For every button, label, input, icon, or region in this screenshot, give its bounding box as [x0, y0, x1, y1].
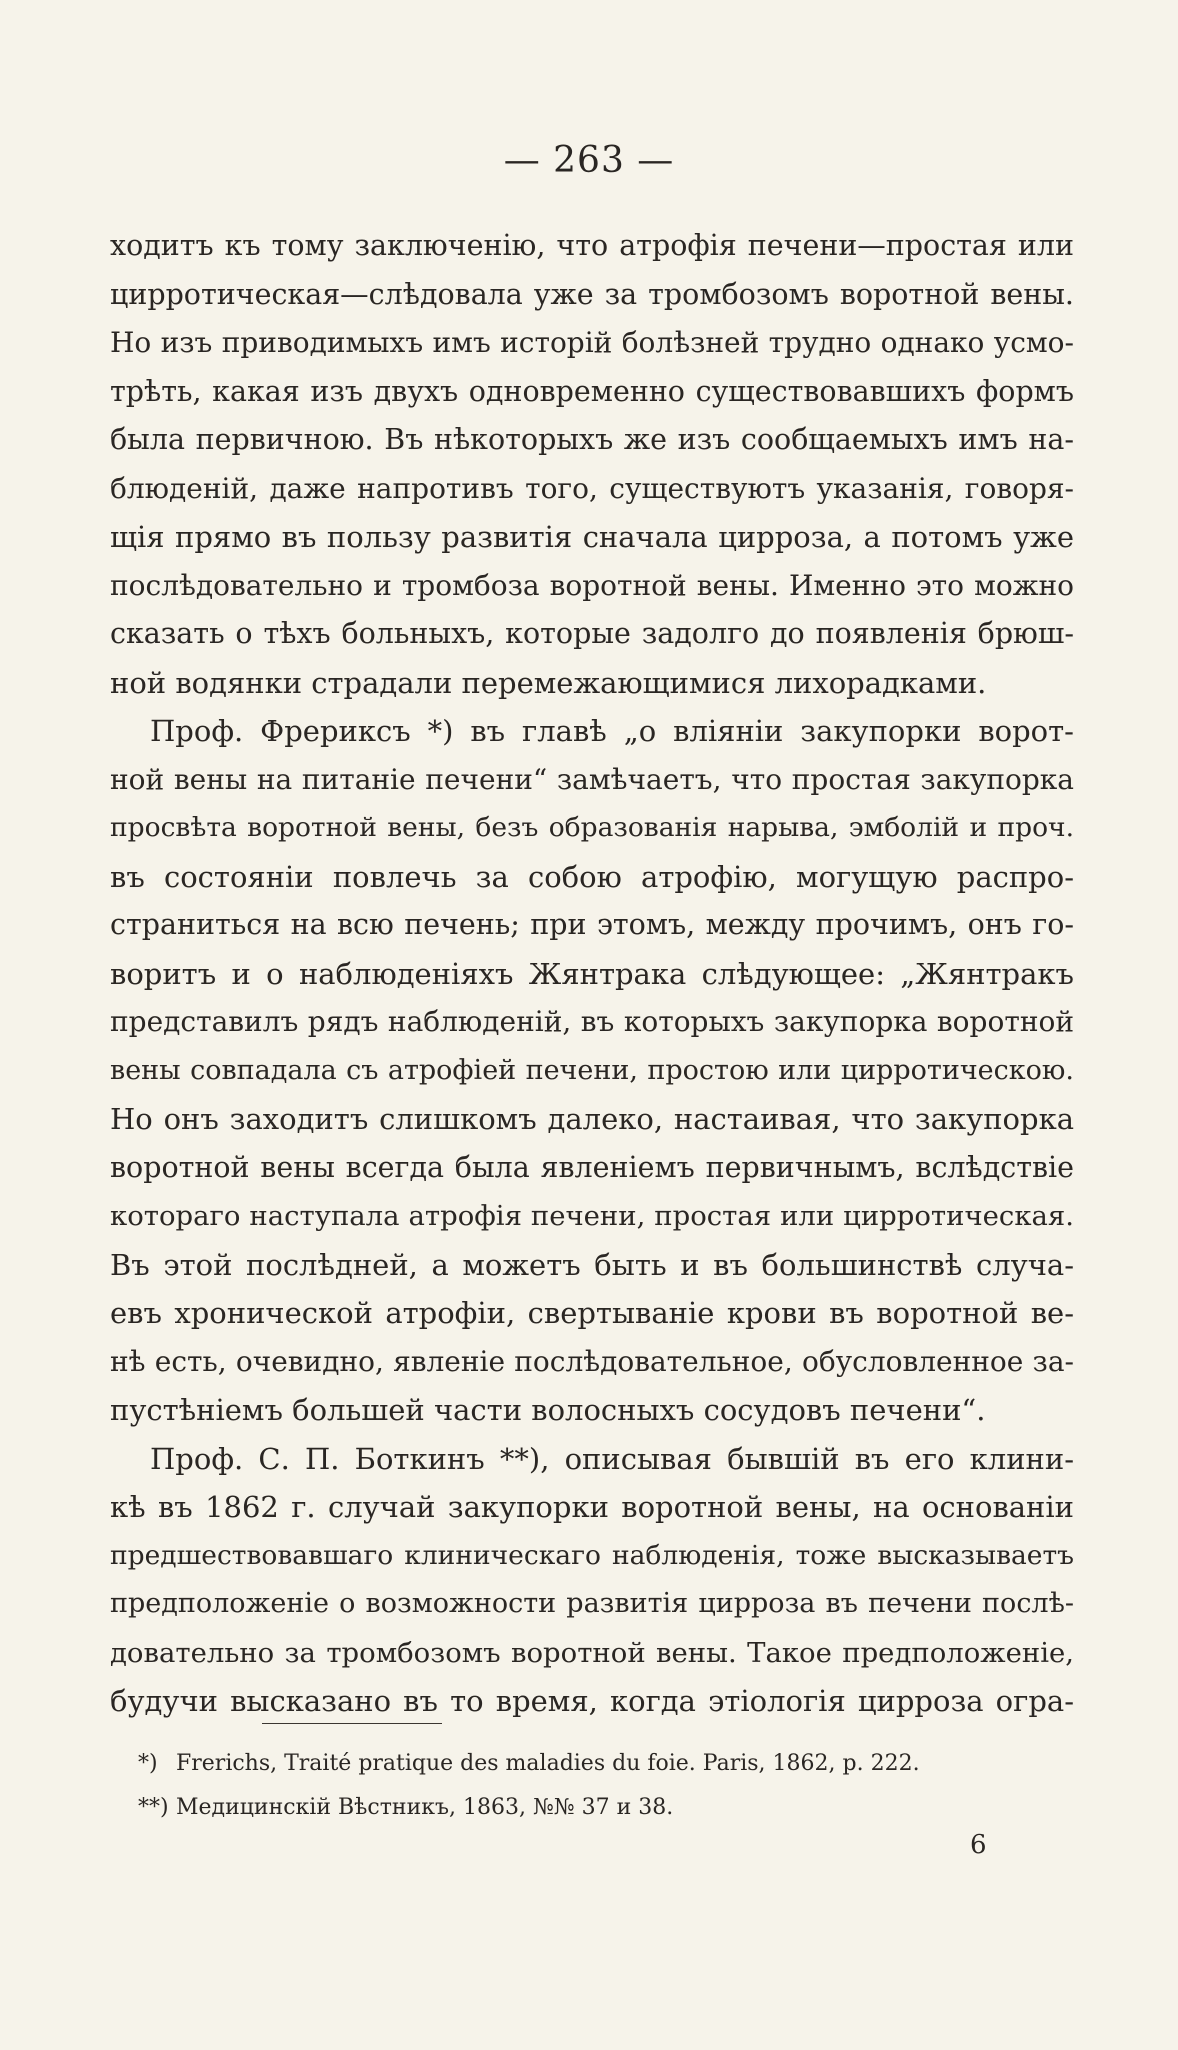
text-line: Проф. Фрериксъ *) въ главѣ „о вліяніи закупорки ворот- [150, 714, 1074, 748]
page-number: — 263 — [503, 140, 675, 181]
text-line: будучи высказано въ то время, когда этіологія цирроза огра- [110, 1684, 1074, 1718]
text-line: кѣ въ 1862 г. случай закупорки воротной вены, на основаніи [110, 1490, 1074, 1524]
text-line: представилъ рядъ наблюденій, въ которыхъ закупорка воротной [110, 1005, 1074, 1038]
text-line: Въ этой послѣдней, а можетъ быть и въ большинствѣ случа- [110, 1247, 1074, 1282]
footnote-text: Медицинскій Вѣстникъ, 1863, №№ 37 и 38. [176, 1795, 674, 1820]
text-line: Но онъ заходитъ слишкомъ далеко, настаивая, что закупорка [110, 1102, 1074, 1136]
text-line: воритъ и о наблюденіяхъ Жянтрака слѣдующее: „Жянтракъ [110, 956, 1074, 991]
text-line: цирротическая—слѣдовала уже за тромбозомъ воротной вены. [110, 277, 1074, 311]
footnote [138, 1786, 1038, 1830]
text-line: ходитъ къ тому заключенію, что атрофія печени—простая или [110, 229, 1074, 262]
text-line: щія прямо въ пользу развитія сначала цирроза, а потомъ уже [110, 520, 1074, 554]
text-line: была первичною. Въ нѣкоторыхъ же изъ сообщаемыхъ имъ на- [110, 423, 1074, 456]
text-line: вены совпадала съ атрофіей печени, простою или цирротическою. [110, 1054, 1074, 1086]
text-line: нѣ есть, очевидно, явленіе послѣдовательное, обусловленное за- [110, 1344, 1074, 1378]
body-text [110, 222, 1074, 1726]
footnote-mark: *) [138, 1751, 158, 1776]
text-line: пустѣніемъ большей части волосныхъ сосудовъ печени“. [110, 1393, 986, 1427]
text-line: предшествовавшаго клиническаго наблюденія, тоже высказываетъ [110, 1539, 1074, 1571]
footnotes [138, 1742, 1038, 1830]
text-line: предположеніе о возможности развитія цирроза въ печени послѣ- [110, 1588, 1074, 1619]
text-line: сказать о тѣхъ больныхъ, которые задолго до появленія брюш- [110, 617, 1074, 650]
text-line: ной вены на питаніе печени“ замѣчаетъ, что простая закупорка [110, 762, 1074, 796]
text-line: евъ хронической атрофіи, свертываніе крови въ воротной ве- [110, 1296, 1074, 1330]
footnote-mark: **) [138, 1795, 169, 1820]
text-line: послѣдовательно и тромбоза воротной вены. Именно это можно [110, 568, 1074, 602]
footnote-text: Frerichs, Traité pratique des maladies du foie. Paris, 1862, p. 222. [176, 1751, 920, 1776]
text-line: въ состояніи повлечь за собою атрофію, могущую распро- [110, 859, 1074, 894]
text-line: воротной вены всегда была явленіемъ первичнымъ, вслѣдствіе [110, 1150, 1074, 1184]
text-line: котораго наступала атрофія печени, простая или цирротическая. [110, 1200, 1074, 1232]
text-line: страниться на всю печень; при этомъ, между прочимъ, онъ го- [110, 908, 1074, 941]
text-line: блюденій, даже напротивъ того, существуютъ указанія, говоря- [110, 471, 1074, 505]
printer-signature-mark: 6 [970, 1830, 987, 1860]
text-line: Но изъ приводимыхъ имъ исторій болѣзней трудно однако усмо- [110, 326, 1074, 359]
text-line: Проф. С. П. Боткинъ **), описывая бывшій въ его клини- [150, 1441, 1074, 1476]
text-line: просвѣта воротной вены, безъ образованія нарыва, эмболій и проч. [110, 812, 1074, 843]
text-line: трѣть, какая изъ двухъ одновременно существовавшихъ формъ [110, 374, 1074, 408]
footnote-divider [262, 1723, 442, 1724]
footnote [138, 1742, 1038, 1786]
text-line: довательно за тромбозомъ воротной вены. Такое предположеніе, [110, 1636, 1074, 1669]
text-line: ной водянки страдали перемежающимися лихорадками. [110, 665, 987, 700]
